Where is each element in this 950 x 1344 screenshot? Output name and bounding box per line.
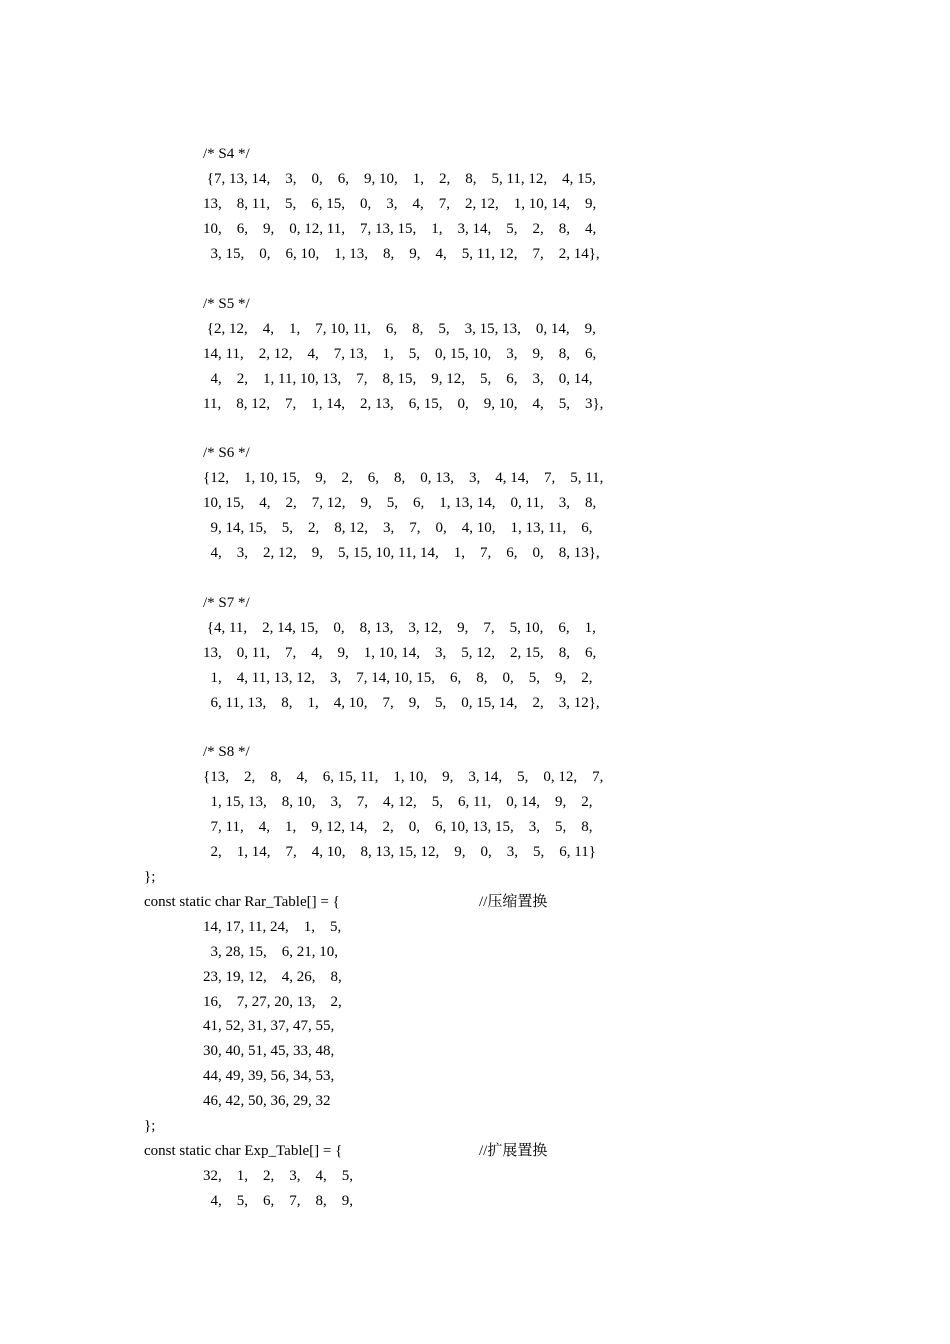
code-line: 23, 19, 12, 4, 26, 8,	[203, 969, 342, 985]
code-line: 46, 42, 50, 36, 29, 32	[203, 1093, 331, 1109]
sbox-label: /* S4 */	[203, 146, 250, 162]
code-line: 13, 0, 11, 7, 4, 9, 1, 10, 14, 3, 5, 12, 2, 15, 8, 6,	[203, 645, 597, 661]
code-line: {13, 2, 8, 4, 6, 15, 11, 1, 10, 9, 3, 14, 5, 0, 12, 7,	[203, 769, 604, 785]
sbox-label: /* S7 */	[203, 595, 250, 611]
code-line: 14, 11, 2, 12, 4, 7, 13, 1, 5, 0, 15, 10, 3, 9, 8, 6,	[203, 346, 597, 362]
code-line: 32, 1, 2, 3, 4, 5,	[203, 1168, 353, 1184]
code-line: 44, 49, 39, 56, 34, 53,	[203, 1068, 335, 1084]
code-line: 14, 17, 11, 24, 1, 5,	[203, 919, 342, 935]
code-line: {4, 11, 2, 14, 15, 0, 8, 13, 3, 12, 9, 7, 5, 10, 6, 1,	[203, 620, 596, 636]
code-line: 4, 2, 1, 11, 10, 13, 7, 8, 15, 9, 12, 5, 6, 3, 0, 14,	[203, 371, 593, 387]
code-line: 3, 28, 15, 6, 21, 10,	[203, 944, 338, 960]
code-line: 1, 4, 11, 13, 12, 3, 7, 14, 10, 15, 6, 8, 0, 5, 9, 2,	[203, 670, 593, 686]
code-line: 3, 15, 0, 6, 10, 1, 13, 8, 9, 4, 5, 11, 12, 7, 2, 14},	[203, 246, 600, 262]
closing-brace: };	[144, 1118, 156, 1134]
code-line: 2, 1, 14, 7, 4, 10, 8, 13, 15, 12, 9, 0, 3, 5, 6, 11}	[203, 844, 596, 860]
exp-table-declaration: const static char Exp_Table[] = {	[144, 1143, 343, 1159]
code-line: 9, 14, 15, 5, 2, 8, 12, 3, 7, 0, 4, 10, 1, 13, 11, 6,	[203, 520, 593, 536]
code-line: {12, 1, 10, 15, 9, 2, 6, 8, 0, 13, 3, 4, 14, 7, 5, 11,	[203, 470, 604, 486]
code-line: 13, 8, 11, 5, 6, 15, 0, 3, 4, 7, 2, 12, 1, 10, 14, 9,	[203, 196, 597, 212]
code-line: 6, 11, 13, 8, 1, 4, 10, 7, 9, 5, 0, 15, 14, 2, 3, 12},	[203, 695, 600, 711]
code-line: 10, 15, 4, 2, 7, 12, 9, 5, 6, 1, 13, 14, 0, 11, 3, 8,	[203, 495, 597, 511]
code-line: 30, 40, 51, 45, 33, 48,	[203, 1043, 335, 1059]
rar-table-comment: //压缩置换	[479, 894, 548, 910]
sbox-label: /* S6 */	[203, 445, 250, 461]
code-line: 4, 3, 2, 12, 9, 5, 15, 10, 11, 14, 1, 7, 6, 0, 8, 13},	[203, 545, 600, 561]
rar-table-declaration: const static char Rar_Table[] = {	[144, 894, 340, 910]
sbox-label: /* S8 */	[203, 744, 250, 760]
sbox-label: /* S5 */	[203, 296, 250, 312]
code-line: 41, 52, 31, 37, 47, 55,	[203, 1018, 335, 1034]
code-line: 1, 15, 13, 8, 10, 3, 7, 4, 12, 5, 6, 11, 0, 14, 9, 2,	[203, 794, 593, 810]
code-line: {7, 13, 14, 3, 0, 6, 9, 10, 1, 2, 8, 5, 11, 12, 4, 15,	[203, 171, 596, 187]
code-line: 4, 5, 6, 7, 8, 9,	[203, 1193, 353, 1209]
code-line: 10, 6, 9, 0, 12, 11, 7, 13, 15, 1, 3, 14, 5, 2, 8, 4,	[203, 221, 597, 237]
closing-brace: };	[144, 869, 156, 885]
code-line: 7, 11, 4, 1, 9, 12, 14, 2, 0, 6, 10, 13, 15, 3, 5, 8,	[203, 819, 593, 835]
exp-table-comment: //扩展置换	[479, 1143, 548, 1159]
code-line: {2, 12, 4, 1, 7, 10, 11, 6, 8, 5, 3, 15, 13, 0, 14, 9,	[203, 321, 596, 337]
code-line: 16, 7, 27, 20, 13, 2,	[203, 994, 342, 1010]
code-line: 11, 8, 12, 7, 1, 14, 2, 13, 6, 15, 0, 9, 10, 4, 5, 3},	[203, 396, 604, 412]
